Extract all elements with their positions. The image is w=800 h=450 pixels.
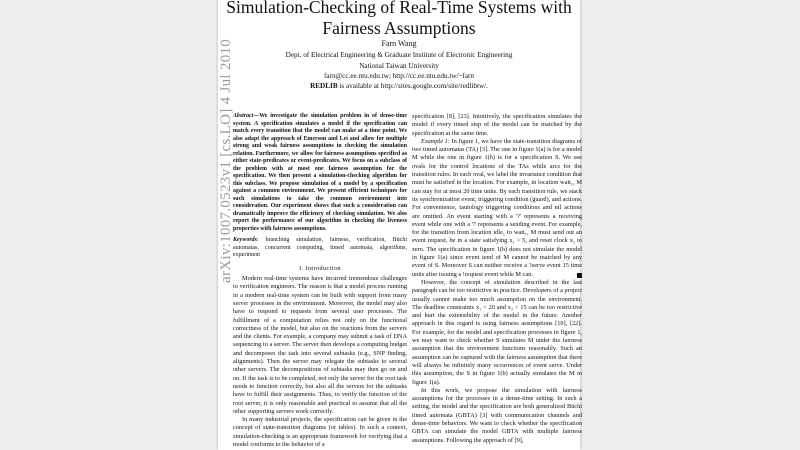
abstract	[233, 113, 407, 233]
right-paragraph-0: specification [8], [23]. Intuitively, the specification simulates the model if every timed step of the model can be matched by the specification at the same time.	[412, 113, 582, 137]
abstract-label: Abstract	[233, 113, 254, 119]
intro-paragraph-2: In many industrial projects, the specification can be given in the concept of state-transition diagrams (or tables). In such a context, simulation-checking is an appropriate framework for verifying that a model conforms to the behavior of a	[233, 416, 407, 449]
affiliation-line-2: National Taiwan University	[359, 61, 439, 70]
arxiv-identifier: arXiv:1007.0523v1 [cs.LO] 4 Jul 2010	[218, 38, 234, 283]
section-heading: I. Introduction	[299, 264, 341, 272]
left-column	[233, 113, 407, 449]
right-paragraph-2: In this work, we propose the simulation with fairness assumptions for the processes in a dense-time setting. In such a setting, the model and the specification are both generalized Büchi timed automata (GBTA) [3] with communication channels and dense-time behaviors. We want to check whether the specification GBTA can simulate the model GBTA with multiple fairness assumptions. Following the approach of [9],	[412, 386, 582, 444]
abstract-text: —We investigate the simulation problem in of dense-time system. A specification simulates a model if the specification can match every transition that the model can make at a time point. We also adapt the approach of Emerson and Lei and allow for multiple strong and weak fairness assumptions in checking the simulation relation. Furthermore, we allow for fairness assumptions specified as either state-predicates or event-predicates. We focus on a subclass of the problem with at most one fairness assumption for the specification. We then present a simulation-checking algorithm for this subclass. We propose simulation of a model by a specification against a common environment. We present efficient techniques for such simulations to take the common environment into consideration. Our experiment shows that such a consideration can dramatically improve the efficiency of checking simulation. We also report the performance of our algorithm in checking the liveness properties with fairness assumptions.	[233, 113, 407, 232]
qed-square-icon	[577, 273, 582, 278]
keywords-text: : branching simulation, fairness, verification, Büchi automatas, concurrent computing, timed automata, algorithms, experiment	[233, 237, 407, 259]
redlib-text: is available at http://sites.google.com/site/redlibtw/.	[337, 82, 488, 91]
paper-title: Simulation-Checking of Real-Time Systems with Fairness Assumptions	[226, 0, 572, 38]
example-text: In figure 1, we have the state-transition diagrams of two timed automatas (TA) [3]. The one in figure 1(a) is for a model M while the one in figure 1(b) is for a specification S. We use ovals for the control locations of the TAs while arcs for the transition rules. In each oval, we label the invariance condition that must be satisfied in the location. For example, in location wait₁, M can stay for at most 20 time units. By each transition rule, we stack its synchronization event, triggering condition (guard), and actions. For convenience, tautology triggering conditions and nil actions are omitted. An event starting with a '?' represents a receiving event while one with a '!' represents a sending event. For example, for the transition from location idle₁ to wait₁, M must send out an event request, be in a state satisfying x₁ > 5, and reset clock x₁ to zero. The specification in figure 1(b) does not simulate the model in figure 1(a) since event tend of M cannot be matched by any event of S. Moreover S can neither receive a ?serve event 15 time units after issuing a !request event while M can.	[412, 137, 582, 278]
keywords	[233, 237, 407, 260]
redlib-note	[218, 81, 580, 91]
right-paragraph-1: However, the concept of simulation described in the last paragraph can be too restrictive in practice. Developers of a project usually cannot make too much assumption on the environment. The deadline constraints x₁ < 20 and x₂ < 15 can be too restrictive and hurt the extensibility of the model in the future. Another approach in this regard is using fairness assumptions [10], [22]. For example, for the model and specification processes in figure 1, we may want to check whether S simulates M under the fairness assumption that the environment functions reasonably. Such an assumption can be captured with the fairness assumption that there will always be infinitely many occurrences of event serve. Under this assumption, the S in figure 1(b) actually simulates the M in figure 1(a).	[412, 278, 582, 386]
affiliation-line-1: Dept. of Electrical Engineering & Graduate Institute of Electronic Engineering	[285, 51, 513, 60]
author-name: Farn Wang	[381, 39, 417, 48]
right-column	[412, 113, 582, 445]
author-contact: farn@cc.ee.ntu.edu.tw; http://cc.ee.ntu.edu.tw/~farn	[323, 71, 474, 80]
author-block	[218, 39, 580, 91]
keywords-label: Keywords	[233, 237, 257, 243]
redlib-label: REDLIB	[310, 82, 338, 91]
intro-paragraph-1: Modern real-time systems have incurred tremendous challenges to verification engineers. The reason is that a model process running in a modern real-time system can be built with support from many server processes in the environment. Moreover, the model may also have to respond to requests from several user processes. The fulfillment of a computation relies not only on the functional correctness of the model, but also on the reactions from the servers and the clients. For example, a company may submit a task of DNA sequencing to a server. The server then develops a computing budget and decomposes the task into several subtasks (e.g., SNP finding, alignments). Then the server may relegate the subtasks to several other servers. The decompositions of subtasks may then go on and on. If the task is to be completed, not only the server for the root task needs to function correctly, but also all the servers for the subtasks have to fulfill their assignments. Thus, to verify the function of the root server, it is only reasonable and practical to assume that all the other supporting servers work correctly.	[233, 275, 407, 415]
example-label: Example 1:	[421, 137, 450, 145]
example-1	[412, 138, 582, 279]
